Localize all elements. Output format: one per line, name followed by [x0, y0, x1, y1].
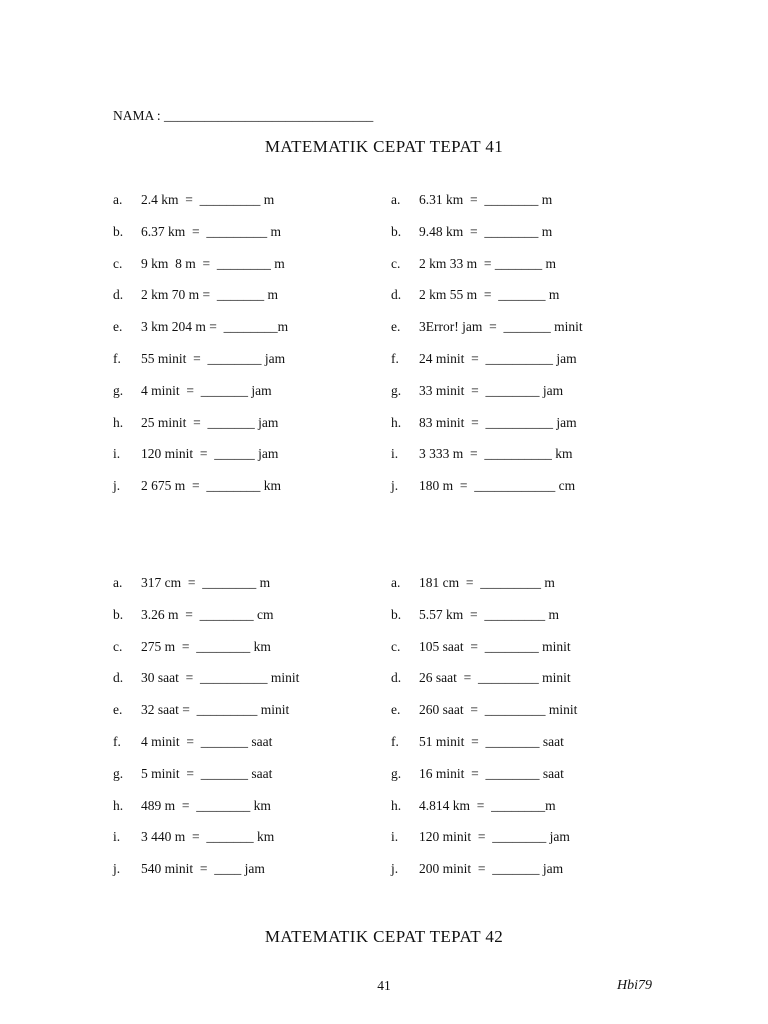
- question-item: [391, 256, 661, 288]
- question-expression: 317 cm = ________ m: [141, 575, 271, 590]
- question-item: [391, 766, 661, 798]
- question-expression: 6.31 km = ________ m: [419, 192, 553, 207]
- question-letter: j.: [391, 478, 399, 494]
- question-letter: j.: [391, 861, 399, 877]
- question-expression: 2 km 33 m = _______ m: [419, 255, 556, 271]
- next-worksheet-title: MATEMATIK CEPAT TEPAT 42: [264, 927, 504, 946]
- question-item: [391, 639, 661, 671]
- question-expression: 4 minit = _______ jam: [141, 382, 272, 398]
- question-item: [113, 446, 383, 478]
- section2-left-column: [113, 575, 383, 893]
- name-field-line: NAMA : _______________________________: [113, 108, 374, 123]
- question-expression: 489 m = ________ km: [141, 797, 271, 813]
- question-expression: 5.57 km = _________ m: [419, 606, 559, 622]
- question-item: [391, 734, 661, 766]
- question-item: [113, 415, 383, 447]
- question-expression: 33 minit = ________ jam: [419, 382, 564, 398]
- question-item: [113, 287, 383, 319]
- question-item: [391, 319, 661, 351]
- question-expression: 180 m = ____________ cm: [419, 478, 576, 494]
- question-letter: b.: [113, 223, 124, 239]
- question-item: [391, 192, 661, 224]
- question-item: [391, 446, 661, 478]
- question-letter: d.: [391, 287, 402, 303]
- question-expression: 260 saat = _________ minit: [419, 702, 578, 718]
- question-expression: 5 minit = _______ saat: [141, 765, 273, 781]
- question-expression: 3 km 204 m = ________m: [141, 319, 289, 335]
- question-expression: 275 m = ________ km: [141, 638, 271, 654]
- question-expression: 26 saat = _________ minit: [419, 670, 571, 686]
- question-expression: 55 minit = ________ jam: [141, 350, 286, 366]
- question-item: [113, 861, 383, 893]
- question-expression: 2 675 m = ________ km: [141, 478, 281, 494]
- question-letter: f.: [391, 350, 399, 366]
- question-letter: b.: [391, 606, 402, 622]
- question-item: [113, 319, 383, 351]
- section1-right-column: [391, 192, 661, 510]
- question-expression: 200 minit = _______ jam: [419, 861, 564, 877]
- question-item: [391, 575, 661, 607]
- question-item: [391, 607, 661, 639]
- question-item: [113, 256, 383, 288]
- question-item: [113, 734, 383, 766]
- question-expression: 120 minit = ________ jam: [419, 829, 570, 845]
- question-item: [113, 192, 383, 224]
- question-item: [391, 829, 661, 861]
- question-letter: j.: [113, 861, 121, 877]
- question-letter: h.: [113, 414, 124, 430]
- question-item: [391, 415, 661, 447]
- question-item: [391, 798, 661, 830]
- question-expression: 6.37 km = _________ m: [141, 223, 281, 239]
- question-letter: e.: [113, 319, 123, 335]
- question-letter: i.: [391, 829, 399, 845]
- question-expression: 2.4 km = _________ m: [141, 192, 275, 207]
- question-letter: e.: [391, 702, 401, 718]
- question-expression: 3 333 m = __________ km: [419, 446, 573, 462]
- question-letter: a.: [113, 192, 123, 207]
- question-item: [113, 829, 383, 861]
- question-letter: g.: [391, 382, 402, 398]
- question-expression: 4 minit = _______ saat: [141, 733, 273, 749]
- question-letter: d.: [391, 670, 402, 686]
- question-letter: i.: [113, 829, 121, 845]
- page-number: 41: [377, 978, 391, 993]
- question-letter: a.: [391, 575, 401, 590]
- question-letter: i.: [391, 446, 399, 462]
- question-letter: a.: [113, 575, 123, 590]
- question-letter: c.: [391, 638, 401, 654]
- question-letter: e.: [113, 702, 123, 718]
- question-letter: c.: [113, 638, 123, 654]
- question-letter: b.: [391, 223, 402, 239]
- question-expression: 51 minit = ________ saat: [419, 733, 564, 749]
- question-expression: 181 cm = _________ m: [419, 575, 555, 590]
- question-expression: 2 km 55 m = _______ m: [419, 287, 560, 303]
- question-item: [391, 287, 661, 319]
- question-letter: a.: [391, 192, 401, 207]
- question-letter: f.: [113, 350, 121, 366]
- question-expression: 540 minit = ____ jam: [141, 861, 265, 877]
- question-item: [113, 798, 383, 830]
- question-item: [113, 478, 383, 510]
- question-letter: h.: [391, 414, 402, 430]
- section1-left-column: [113, 192, 383, 510]
- question-item: [113, 575, 383, 607]
- question-item: [391, 351, 661, 383]
- question-letter: h.: [113, 797, 124, 813]
- question-letter: c.: [113, 255, 123, 271]
- question-letter: d.: [113, 670, 124, 686]
- question-item: [113, 670, 383, 702]
- worksheet-title: MATEMATIK CEPAT TEPAT 41: [264, 137, 504, 156]
- question-item: [113, 224, 383, 256]
- question-letter: g.: [391, 765, 402, 781]
- question-expression: 24 minit = __________ jam: [419, 350, 577, 366]
- question-expression: 30 saat = __________ minit: [141, 670, 300, 686]
- question-expression: 3 440 m = _______ km: [141, 829, 275, 845]
- question-letter: i.: [113, 446, 121, 462]
- question-letter: j.: [113, 478, 121, 494]
- footer-code: Hbi79: [617, 978, 652, 993]
- question-expression: 3.26 m = ________ cm: [141, 606, 274, 622]
- question-item: [391, 224, 661, 256]
- question-item: [113, 766, 383, 798]
- question-item: [391, 702, 661, 734]
- question-item: [113, 351, 383, 383]
- question-item: [113, 607, 383, 639]
- question-expression: 83 minit = __________ jam: [419, 414, 577, 430]
- question-item: [113, 702, 383, 734]
- question-letter: f.: [391, 733, 399, 749]
- question-item: [113, 383, 383, 415]
- question-letter: b.: [113, 606, 124, 622]
- question-expression: 2 km 70 m = _______ m: [141, 287, 278, 303]
- question-item: [391, 670, 661, 702]
- question-item: [113, 639, 383, 671]
- question-expression: 25 minit = _______ jam: [141, 414, 279, 430]
- question-letter: d.: [113, 287, 124, 303]
- question-letter: h.: [391, 797, 402, 813]
- question-item: [391, 383, 661, 415]
- section2-right-column: [391, 575, 661, 893]
- question-item: [391, 861, 661, 893]
- question-letter: c.: [391, 255, 401, 271]
- question-expression: 9.48 km = ________ m: [419, 223, 553, 239]
- question-expression: 120 minit = ______ jam: [141, 446, 279, 462]
- question-expression: 9 km 8 m = ________ m: [141, 255, 285, 271]
- question-letter: g.: [113, 382, 124, 398]
- question-expression: 16 minit = ________ saat: [419, 765, 564, 781]
- question-letter: g.: [113, 765, 124, 781]
- question-expression: 105 saat = ________ minit: [419, 638, 571, 654]
- question-letter: e.: [391, 319, 401, 335]
- question-expression: 4.814 km = ________m: [419, 797, 556, 813]
- question-letter: f.: [113, 733, 121, 749]
- question-item: [391, 478, 661, 510]
- question-expression: 32 saat = _________ minit: [141, 702, 290, 718]
- question-expression: 3Error! jam = _______ minit: [419, 319, 583, 335]
